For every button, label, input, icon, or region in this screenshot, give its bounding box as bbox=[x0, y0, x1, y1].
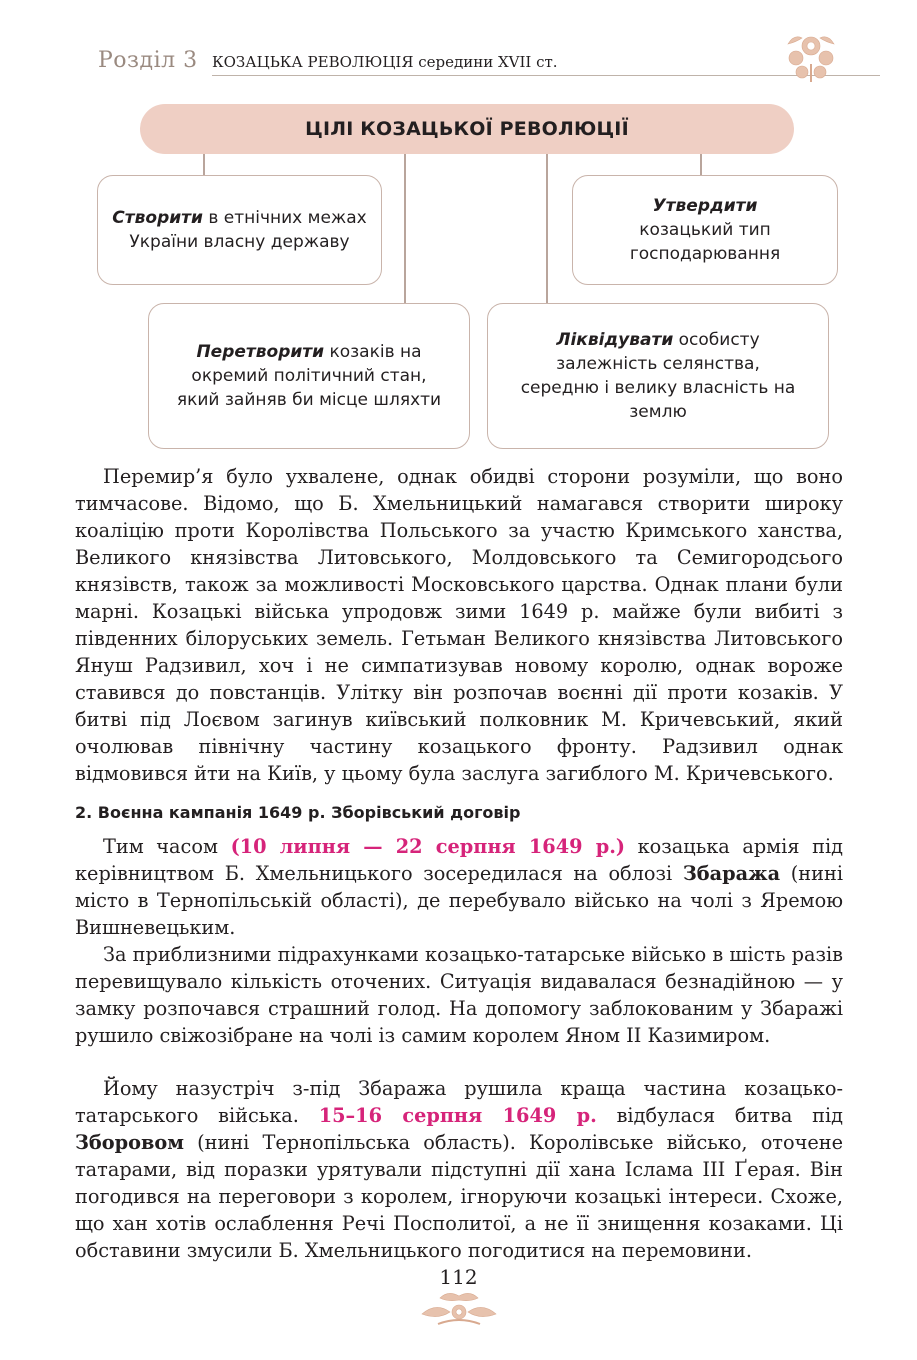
goal-text: козаків на окремий політичний стан, який зайняв би місце шляхти bbox=[176, 342, 442, 410]
connector-line bbox=[404, 154, 406, 304]
paragraph-zboriv-battle bbox=[75, 1075, 843, 1264]
paragraph-text: Перемир’я було ухвалене, однак обидві сторони розуміли, що воно тимчасове. Відомо, що Б. Хмельницький намагався створити широку коаліцію проти Королівства Польського за участю Кримського ханства, Великого князівства Литовського, Молдовського та Семигородсього князівств, також за можливості Московського царства. Однак плани були марні. Козацькі війська упродовж зими 1649 р. майже були вибиті з південних білоруських земель. Гетьман Великого князівства Литовського Януш Радзивил, хоч і не симпатизував новому королю, однак вороже ставився до повстанців. Улітку він розпочав воєнні дії проти козаків. У битві під Лоєвом загинув київський полковник М. Кричевський, який очолював північну частину козацького фронту. Радзивил однак відмовився йти на Київ, у цьому була заслуга загиблого М. Кричевського. bbox=[75, 465, 843, 785]
goal-box-create-state bbox=[97, 175, 382, 285]
paragraph-army-estimate bbox=[75, 941, 843, 1049]
place-name: Збаража bbox=[682, 862, 781, 885]
diagram-title: ЦІЛІ КОЗАЦЬКОЇ РЕВОЛЮЦІЇ bbox=[140, 104, 794, 154]
goal-text: особисту залежність селянства, середню і велику власність на землю bbox=[520, 330, 796, 422]
paragraph-zbarazh-siege bbox=[75, 833, 843, 941]
goal-verb: Ліквідувати bbox=[556, 330, 674, 350]
goal-text: в етнічних межах України власну державу bbox=[129, 208, 367, 252]
goal-text: козацький тип господарювання bbox=[629, 220, 781, 264]
text-run: козацька армія під керівництвом Б. Хмельницького зосередилася на облозі bbox=[75, 835, 843, 885]
goal-box-liquidate-dependency bbox=[487, 303, 829, 449]
goal-box-transform-cossacks bbox=[148, 303, 470, 449]
paragraph-truce bbox=[75, 463, 843, 787]
connector-line bbox=[546, 154, 548, 304]
text-run: (нині місто в Тернопільській області), де перебувало військо на чолі з Яремою Вишневецьким. bbox=[75, 862, 843, 939]
chapter-title: КОЗАЦЬКА РЕВОЛЮЦІЯ середини XVII ст. bbox=[212, 53, 558, 71]
paragraph-text: За приблизними підрахунками козацько-татарське військо в шість разів перевищувало кількість оточених. Ситуація видавалася безнадійною — у замку розпочався страшний голод. На допомогу заблокованим у Збаражі рушило свіжозібране на чолі із самим королем Яном ІІ Казимиром. bbox=[75, 943, 843, 1047]
page-number: 112 bbox=[439, 1265, 478, 1289]
date-highlight: 15–16 серпня 1649 р. bbox=[318, 1104, 597, 1127]
text-run: (нині Тернопільська область). Королівське військо, оточене татарами, від поразки урятували підступні дії хана Ісламa ІІІ Ґерая. Він погодився на переговори з королем, ігноруючи козацькі інтереси. Схоже, що хан хотів ослаблення Речі Посполитої, а не її знищення козаками. Ці обставини змусили Б. Хмельницького погодитися на перемовини. bbox=[75, 1131, 843, 1262]
date-highlight: (10 липня — 22 серпня 1649 р.) bbox=[230, 835, 626, 858]
connector-line bbox=[203, 154, 205, 176]
place-name: Зборовом bbox=[75, 1131, 184, 1154]
goal-verb: Перетворити bbox=[196, 342, 325, 362]
floral-ornament-icon bbox=[418, 1288, 500, 1330]
goal-box-establish-economy bbox=[572, 175, 838, 285]
connector-line bbox=[700, 154, 702, 176]
section-subheading: 2. Воєнна кампанія 1649 р. Зборівський договір bbox=[75, 803, 521, 822]
section-label: Розділ 3 bbox=[98, 48, 198, 73]
goals-diagram bbox=[0, 0, 917, 460]
goal-verb: Утвердити bbox=[652, 196, 758, 216]
text-run: Йому назустріч з-під Збаража рушила краща частина козацько-татарського війська. bbox=[75, 1077, 843, 1127]
text-run: Тим часом bbox=[103, 835, 231, 858]
text-run: відбулася битва під bbox=[596, 1104, 844, 1127]
goal-verb: Створити bbox=[112, 208, 203, 228]
